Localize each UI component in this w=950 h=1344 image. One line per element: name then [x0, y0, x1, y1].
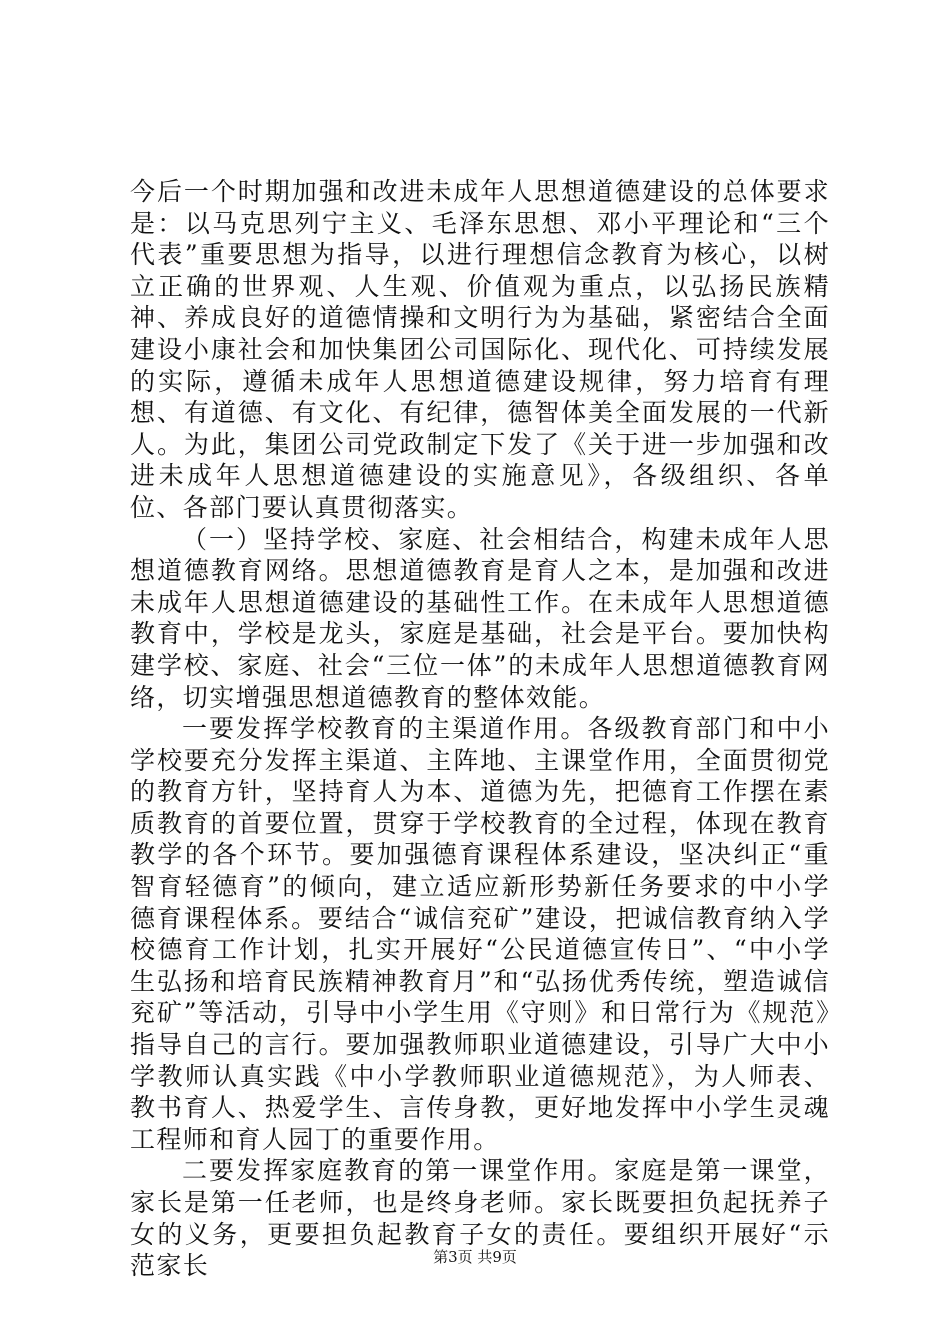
paragraph-general-requirements: 今后一个时期加强和改进未成年人思想道德建设的总体要求是：以马克思列宁主义、毛泽东思想、邓小平理论和“三个代表”重要思想为指导，以进行理想信念教育为核心，以树立正确的世界观、人生观、价值观为重点，以弘扬民族精神、养成良好的道德情操和文明行为为基础，紧密结合全面建设小康社会和加快集团公司国际化、现代化、可持续发展的实际，遵循未成年人思想道德建设规律，努力培育有理想、有道德、有文化、有纪律，德智体美全面发展的一代新人。为此，集团公司党政制定下发了《关于进一步加强和改进未成年人思想道德建设的实施意见》，各级组织、各单位、各部门要认真贯彻落实。	[130, 177, 830, 522]
page-number-footer: 第3页 共9页	[433, 1248, 517, 1266]
document-body	[130, 176, 830, 1282]
paragraph-family-education: 二要发挥家庭教育的第一课堂作用。家庭是第一课堂，家长是第一任老师，也是终身老师。家长既要担负起抚养子女的义务，更要担负起教育子女的责任。要组织开展好“示范家长	[130, 1156, 830, 1281]
paragraph-section-one: （一）坚持学校、家庭、社会相结合，构建未成年人思想道德教育网络。思想道德教育是育人之本，是加强和改进未成年人思想道德建设的基础性工作。在未成年人思想道德教育中，学校是龙头，家庭是基础，社会是平台。要加快构建学校、家庭、社会“三位一体”的未成年人思想道德教育网络，切实增强思想道德教育的整体效能。	[130, 524, 830, 712]
paragraph-school-education: 一要发挥学校教育的主渠道作用。各级教育部门和中小学校要充分发挥主渠道、主阵地、主课堂作用，全面贯彻党的教育方针，坚持育人为本、道德为先，把德育工作摆在素质教育的首要位置，贯穿于学校教育的全过程，体现在教育教学的各个环节。要加强德育课程体系建设，坚决纠正“重智育轻德育”的倾向，建立适应新形势新任务要求的中小学德育课程体系。要结合“诚信兖矿”建设，把诚信教育纳入学校德育工作计划，扎实开展好“公民道德宣传日”、“中小学生弘扬和培育民族精神教育月”和“弘扬优秀传统，塑造诚信兖矿”等活动，引导中小学生用《守则》和日常行为《规范》指导自己的言行。要加强教师职业道德建设，引导广大中小学教师认真实践《中小学教师职业道德规范》，为人师表、教书育人、热爱学生、言传身教，更好地发挥中小学生灵魂工程师和育人园丁的重要作用。	[130, 714, 830, 1154]
